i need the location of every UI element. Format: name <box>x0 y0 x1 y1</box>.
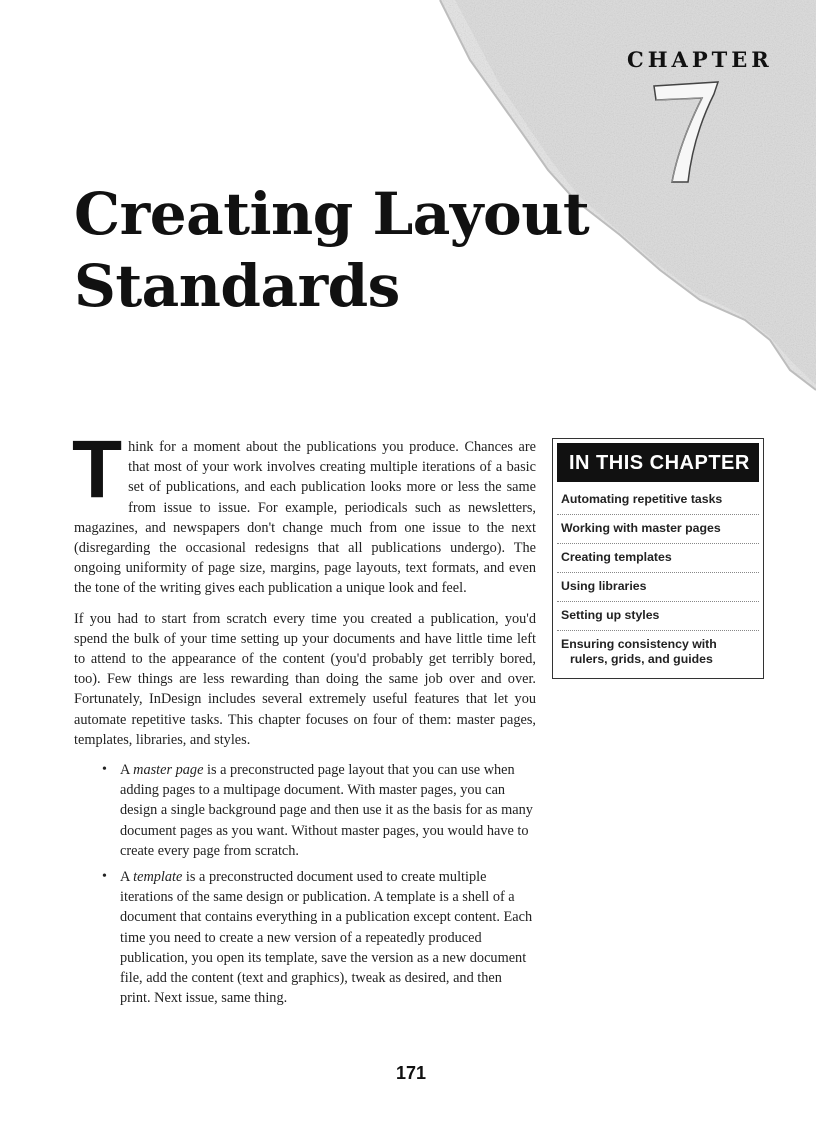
paragraph-1-text: hink for a moment about the publications you produce. Chances are that most of your work involves creating multiple iterations of a basic set of publications, and each publication looks more or less the same from issue to issue. For example, periodicals such as newsletters, magazines, and newspapers don't change much from one issue to the next (disregarding the occasional redesigns that all publications undergo). The ongoing uniformity of page size, margins, page layouts, text formats, and even the tone of the writing gives each publication a unique look and feel. <box>74 439 536 597</box>
list-item <box>100 760 536 861</box>
drop-cap: T <box>72 424 123 515</box>
sidebar-item: Automating repetitive tasks <box>557 486 759 515</box>
sidebar-item: Setting up styles <box>557 602 759 631</box>
bullet-1-pre: A <box>120 762 134 779</box>
paragraph-2: If you had to start from scratch every time you created a publication, you'd spend the bulk of your time setting up your documents and have little time left to attend to the appearance of the content (you'd probably get terribly bored, too). Few things are less rewarding than doing the same job over and over. Fortunately, InDesign includes several extremely useful features that let you automate repetitive tasks. This chapter focuses on four of them: master pages, templates, libraries, and styles. <box>74 610 536 748</box>
bullet-list <box>74 760 536 1008</box>
sidebar-item: Working with master pages <box>557 515 759 544</box>
bullet-1-rest: is a preconstructed page layout that you can use when adding pages to a multipage document. With master pages, you can design a single background page and then use it as the basis for as many document pages as you want. Without master pages, you would have to create every page from scratch. <box>120 762 533 859</box>
in-this-chapter-box <box>552 438 764 679</box>
sidebar-heading: IN THIS CHAPTER <box>557 443 759 482</box>
sidebar-item-last-line-2: rulers, grids, and guides <box>570 652 713 666</box>
chapter-number-graphic <box>640 78 730 188</box>
bullet-2-term: template <box>133 869 183 886</box>
sidebar-item: Creating templates <box>557 544 759 573</box>
title-line-2: Standards <box>74 252 400 320</box>
body-text <box>72 424 536 1014</box>
bullet-icon: • <box>102 869 107 885</box>
sidebar-item <box>557 631 759 674</box>
sidebar-list <box>553 486 763 678</box>
sidebar-item: Using libraries <box>557 573 759 602</box>
bullet-2-rest: is a preconstructed document used to create multiple iterations of the same design or publication. A template is a shell of a document that contains everything in a publication except content. Each time you need to create a new version of a repeatedly produced publication, you open its template, save the version as a new document file, add the content (text and graphics), tweak as desired, and then print. Next issue, same thing. <box>120 869 533 1007</box>
title-line-1: Creating Layout <box>74 180 590 248</box>
chapter-title <box>74 178 589 322</box>
page-number: 171 <box>396 1063 427 1083</box>
list-item <box>100 867 536 1008</box>
bullet-icon: • <box>102 762 107 778</box>
sidebar-item-last-line-1: Ensuring consistency with <box>561 637 717 651</box>
bullet-2-pre: A <box>120 869 134 886</box>
chapter-label: CHAPTER <box>627 47 773 72</box>
bullet-1-term: master page <box>133 762 204 779</box>
paragraph-intro <box>72 424 536 599</box>
